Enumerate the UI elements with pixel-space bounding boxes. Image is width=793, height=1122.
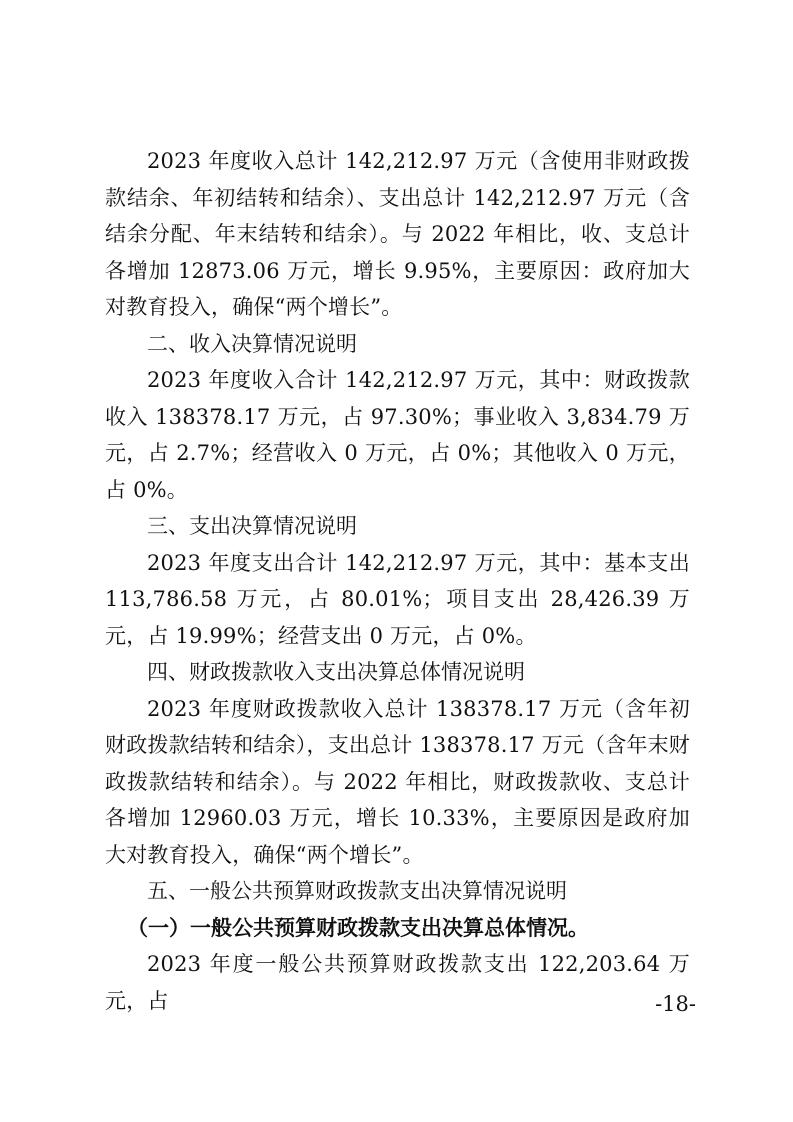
heading-fiscal-appropriation-section: 四、财政拨款收入支出决算总体情况说明 [147, 660, 525, 684]
paragraph-fiscal-appropriation-details: 2023 年度财政拨款收入总计 138378.17 万元（含年初财政拨款结转和结余），支出总计 138378.17 万元（含年末财政拨款结转和结余）。与 2022 年相比，财政拨款收、支总计各增加 12960.03 万元，增长 10.33%，主要原因是政府加大对教育投入，确保“两个增长”。 [105, 696, 691, 867]
page-number: -18- [655, 992, 696, 1016]
paragraph-income-details: 2023 年度收入合计 142,212.97 万元，其中：财政拨款收入 138378.17 万元，占 97.30%；事业收入 3,834.79 万元，占 2.7%；经营收入 0 万元，占 0%；其他收入 0 万元，占 0%。 [105, 368, 690, 502]
heading-expense-section: 三、支出决算情况说明 [147, 514, 357, 538]
subheading-general-budget-overview: （一）一般公共预算财政拨款支出决算总体情况。 [127, 914, 589, 940]
heading-income-section: 二、收入决算情况说明 [147, 331, 357, 356]
paragraph-expense-details: 2023 年度支出合计 142,212.97 万元，其中：基本支出 113,786.58 万元，占 80.01%；项目支出 28,426.39 万元，占 19.99%；经营支出 0 万元，占 0%。 [105, 550, 690, 648]
document-body [105, 143, 690, 1019]
paragraph-general-budget-details: 2023 年度一般公共预算财政拨款支出 122,203.64 万元，占 [105, 952, 690, 1013]
heading-general-budget-section: 五、一般公共预算财政拨款支出决算情况说明 [147, 879, 567, 903]
paragraph-total-income-expense: 2023 年度收入总计 142,212.97 万元（含使用非财政拨款结余、年初结转和结余）、支出总计 142,212.97 万元（含结余分配、年末结转和结余）。与 2022 年相比，收、支总计各增加 12873.06 万元，增长 9.95%，主要原因：政府加大对教育投入，确保“两个增长”。 [105, 149, 690, 319]
